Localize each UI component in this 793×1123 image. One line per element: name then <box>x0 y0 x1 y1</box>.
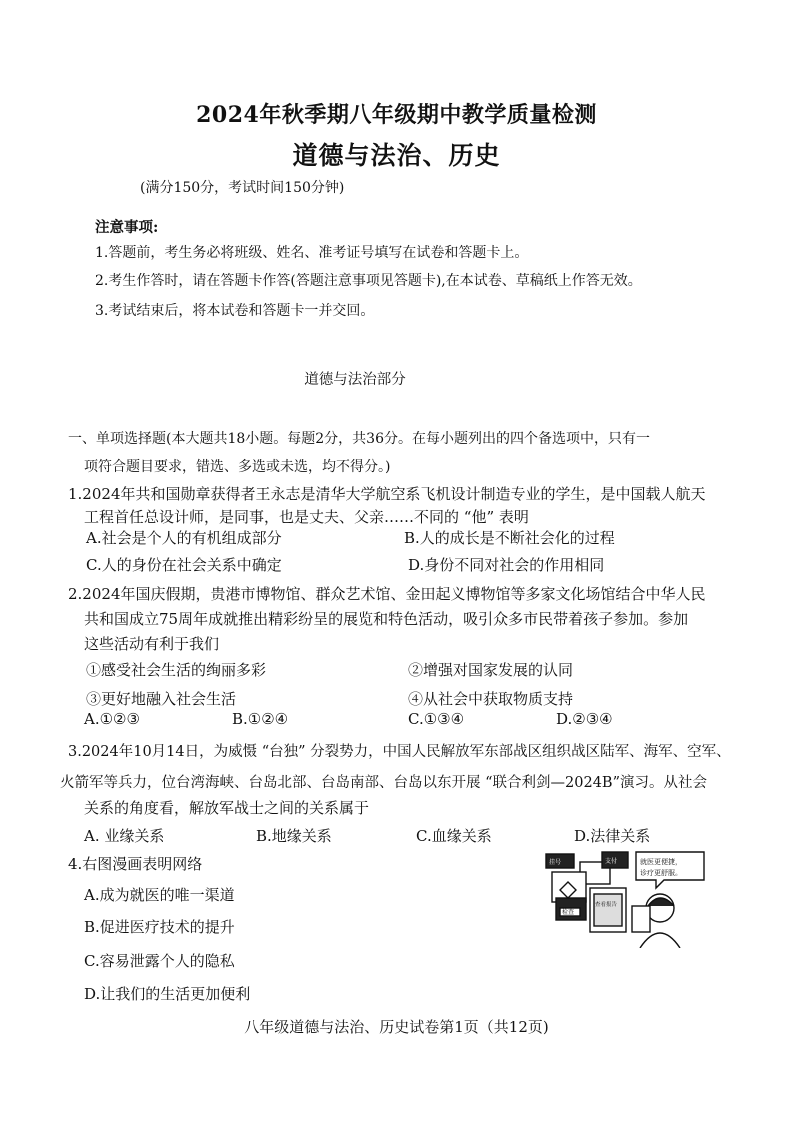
note-item: 1.答题前，考生务必将班级、姓名、准考证号填写在试卷和答题卡上。 <box>95 245 529 261</box>
answer-option: C.人的身份在社会关系中确定 <box>86 556 282 574</box>
answer-option: B.①②④ <box>232 710 289 728</box>
answer-option: B.促进医疗技术的提升 <box>84 918 235 936</box>
statement-item: ④从社会中获取物质支持 <box>408 690 574 708</box>
cartoon-label: 支付 <box>605 858 618 865</box>
cartoon-speech: 诊疗更舒服。 <box>640 869 682 877</box>
answer-option: C.①③④ <box>408 710 465 728</box>
answer-option: D.法律关系 <box>574 827 651 845</box>
question-stem: 工程首任总设计师，是同事，也是丈夫、父亲……不同的 “他” 表明 <box>84 508 529 526</box>
part-heading: 项符合题目要求，错选、多选或未选，均不得分。) <box>84 459 391 475</box>
cartoon-label: 查看报告 <box>595 902 618 908</box>
question-stem: 关系的角度看，解放军战士之间的关系属于 <box>84 799 370 817</box>
statement-item: ②增强对国家发展的认同 <box>408 661 574 679</box>
note-item: 2.考生作答时，请在答题卡作答(答题注意事项见答题卡),在本试卷、草稿纸上作答无效。 <box>95 273 642 289</box>
question-stem: 共和国成立75周年成就推出精彩纷呈的展览和特色活动，吸引众多市民带着孩子参加。参加 <box>84 610 689 628</box>
page-footer: 八年级道德与法治、历史试卷第1页（共12页) <box>244 1018 549 1036</box>
question-stem: 这些活动有利于我们 <box>84 635 220 653</box>
question-stem: 2.2024年国庆假期，贵港市博物馆、群众艺术馆、金田起义博物馆等多家文化场馆结合中华人民 <box>68 585 706 603</box>
answer-option: C.血缘关系 <box>416 827 492 845</box>
exam-title: 2024年秋季期八年级期中教学质量检测 <box>196 102 597 128</box>
answer-option: A.成为就医的唯一渠道 <box>84 886 235 904</box>
section-title: 道德与法治部分 <box>304 372 406 388</box>
part-heading: 一、单项选择题(本大题共18小题。每题2分，共36分。在每小题列出的四个备选项中，只有一 <box>68 431 650 447</box>
cartoon-illustration <box>540 848 710 948</box>
exam-meta: (满分150分，考试时间150分钟) <box>140 180 345 196</box>
answer-option: A.①②③ <box>84 710 140 728</box>
answer-option: D.②③④ <box>556 710 613 728</box>
statement-item: ①感受社会生活的绚丽多彩 <box>86 661 267 679</box>
answer-option: A.社会是个人的有机组成部分 <box>86 529 282 547</box>
answer-option: A. 业缘关系 <box>84 827 165 845</box>
question-stem: 1.2024年共和国勋章获得者王永志是清华大学航空系飞机设计制造专业的学生，是中国载人航天 <box>68 485 706 503</box>
answer-option: D.身份不同对社会的作用相同 <box>408 556 605 574</box>
cartoon-speech: 就医更便捷， <box>640 858 682 866</box>
answer-option: B.人的成长是不断社会化的过程 <box>404 529 615 547</box>
statement-item: ③更好地融入社会生活 <box>86 690 237 708</box>
question-stem: 4.右图漫画表明网络 <box>68 855 203 873</box>
question-stem: 火箭军等兵力，位台湾海峡、台岛北部、台岛南部、台岛以东开展 “联合利剑—2024B”演习。从社会 <box>60 775 707 791</box>
exam-subject: 道德与法治、历史 <box>292 141 501 170</box>
answer-option: D.让我们的生活更加便利 <box>84 985 251 1003</box>
question-stem: 3.2024年10月14日，为威慑 “台独” 分裂势力，中国人民解放军东部战区组织战区陆军、海军、空军、 <box>68 744 731 760</box>
answer-option: C.容易泄露个人的隐私 <box>84 952 235 970</box>
cartoon-label: 挂号 <box>549 859 562 866</box>
answer-option: B.地缘关系 <box>256 827 332 845</box>
cartoon-label: 检查 <box>562 909 575 916</box>
note-item: 3.考试结束后，将本试卷和答题卡一并交回。 <box>95 303 375 319</box>
notes-title: 注意事项: <box>95 219 159 236</box>
